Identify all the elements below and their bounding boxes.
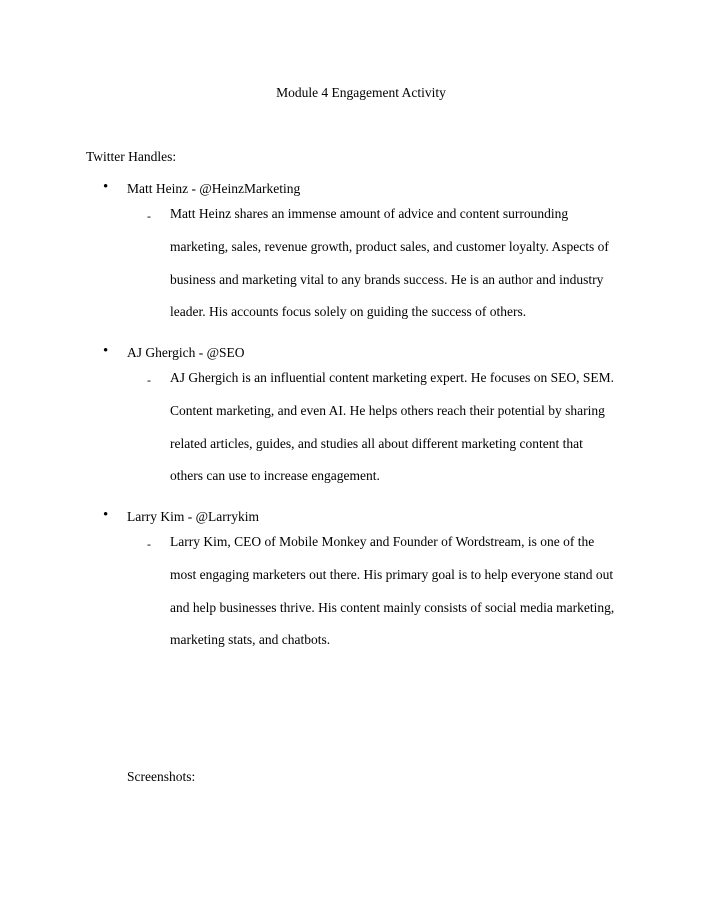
description-line: Content marketing, and even AI. He helps others reach their potential by sharing bbox=[170, 402, 605, 418]
description-line: marketing stats, and chatbots. bbox=[170, 632, 331, 648]
description-line: Matt Heinz shares an immense amount of advice and content surrounding bbox=[170, 206, 569, 221]
twitter-handle: Larry Kim - @Larrykim bbox=[127, 509, 260, 524]
description-line: leader. His accounts focus solely on guiding the success of others. bbox=[170, 304, 527, 320]
description-line: most engaging marketers out there. His primary goal is to help everyone stand out bbox=[170, 566, 614, 582]
bullet-icon: • bbox=[103, 179, 109, 195]
bullet-icon: • bbox=[103, 507, 109, 523]
description-line: business and marketing vital to any brands success. He is an author and industry bbox=[170, 271, 604, 287]
description-line: related articles, guides, and studies all about different marketing content that bbox=[170, 435, 583, 451]
bullet-icon: • bbox=[103, 343, 109, 359]
description-line: AJ Ghergich is an influential content marketing expert. He focuses on SEO, SEM. bbox=[170, 370, 615, 385]
description-line: and help businesses thrive. His content mainly consists of social media marketing, bbox=[170, 599, 615, 615]
dash-icon: - bbox=[147, 209, 151, 223]
twitter-handle: Matt Heinz - @HeinzMarketing bbox=[127, 181, 301, 196]
document-title: Module 4 Engagement Activity bbox=[276, 85, 446, 100]
description-line: Larry Kim, CEO of Mobile Monkey and Founder of Wordstream, is one of the bbox=[170, 534, 595, 549]
section-heading: Twitter Handles: bbox=[86, 149, 177, 164]
description-line: marketing, sales, revenue growth, product sales, and customer loyalty. Aspects of bbox=[170, 238, 609, 254]
dash-icon: - bbox=[147, 373, 151, 387]
twitter-handle: AJ Ghergich - @SEO bbox=[127, 345, 245, 360]
entry-description bbox=[170, 533, 650, 664]
description-line: others can use to increase engagement. bbox=[170, 468, 380, 484]
dash-icon: - bbox=[147, 537, 151, 551]
entry-description bbox=[170, 205, 650, 336]
screenshots-label: Screenshots: bbox=[127, 769, 196, 784]
entry-description bbox=[170, 369, 650, 500]
